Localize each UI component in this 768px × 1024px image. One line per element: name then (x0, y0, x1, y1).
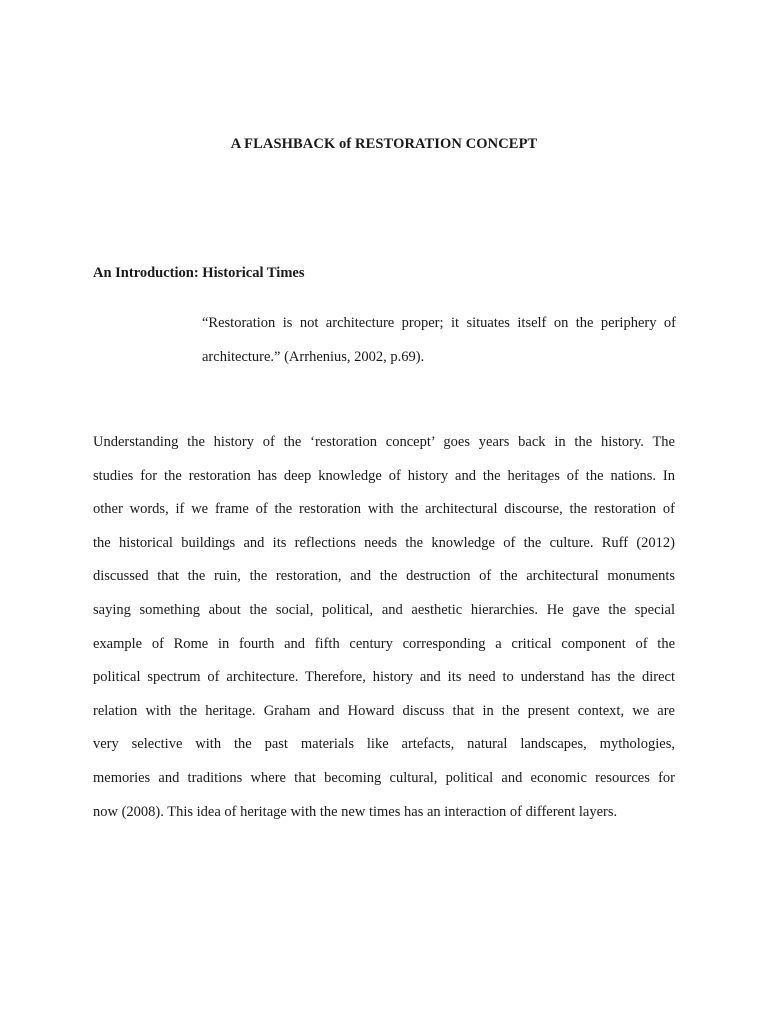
epigraph-line: “Restoration is not architecture proper; it situates itself on the periphery of (202, 315, 676, 331)
paragraph-line: memories and traditions where that becoming cultural, political and economic resources for (93, 769, 675, 786)
epigraph-line: architecture.” (Arrhenius, 2002, p.69). (202, 349, 425, 365)
paragraph-line: relation with the heritage. Graham and Howard discuss that in the present context, we are (93, 702, 675, 719)
document-title: A FLASHBACK of RESTORATION CONCEPT (230, 136, 538, 152)
paragraph-line: discussed that the ruin, the restoration, and the destruction of the architectural monuments (93, 568, 675, 585)
epigraph-quote (202, 306, 676, 374)
paragraph-line: political spectrum of architecture. Therefore, history and its need to understand has the direct (93, 669, 675, 686)
body-paragraph (93, 426, 675, 829)
paragraph-line: very selective with the past materials like artefacts, natural landscapes, mythologies, (93, 736, 675, 753)
paragraph-line: the historical buildings and its reflections needs the knowledge of the culture. Ruff (2012) (93, 534, 675, 551)
paragraph-line: other words, if we frame of the restoration with the architectural discourse, the restoration of (93, 501, 675, 518)
paragraph-line: studies for the restoration has deep knowledge of history and the heritages of the nations. In (93, 467, 675, 484)
paragraph-line: example of Rome in fourth and fifth century corresponding a critical component of the (93, 635, 675, 652)
section-heading: An Introduction: Historical Times (93, 265, 305, 281)
paragraph-line: saying something about the social, political, and aesthetic hierarchies. He gave the special (93, 601, 675, 618)
paragraph-line: now (2008). This idea of heritage with the new times has an interaction of different layers. (93, 803, 618, 820)
paragraph-line: Understanding the history of the ‘restoration concept’ goes years back in the history. The (93, 434, 675, 450)
